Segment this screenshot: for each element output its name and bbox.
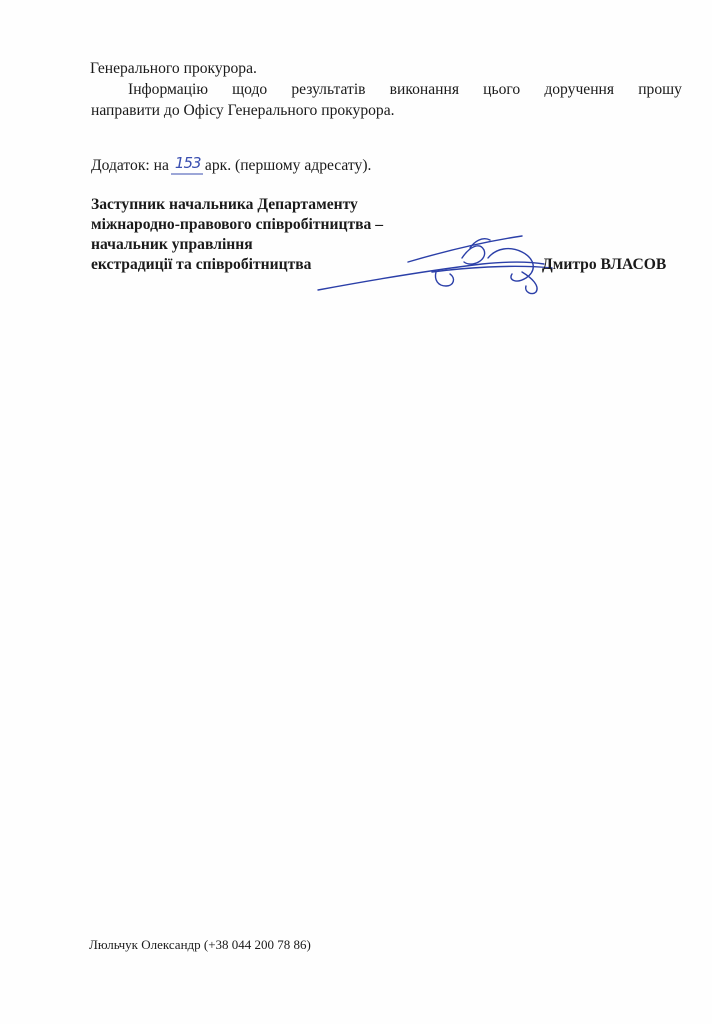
handwritten-signature xyxy=(312,228,572,303)
paragraph-information-line2: направити до Офісу Генерального прокурора. xyxy=(91,102,395,119)
word: результатів xyxy=(291,81,366,98)
text-line-prosecutor: Генерального прокурора. xyxy=(90,60,257,77)
attachment-sheets-number: 153 xyxy=(174,154,201,172)
word: цього xyxy=(483,81,521,98)
attachment-sheet-count xyxy=(169,156,205,176)
attachment-prefix: Додаток: на xyxy=(91,157,169,174)
signatory-title-line3: начальник управління xyxy=(91,236,253,253)
word: доручення xyxy=(544,81,615,98)
signatory-title-line1: Заступник начальника Департаменту xyxy=(91,196,358,213)
signatory-name: Дмитро ВЛАСОВ xyxy=(542,256,667,273)
signatory-title-line2: міжнародно-правового співробітництва – xyxy=(91,216,384,233)
attachment-line xyxy=(91,156,371,176)
executor-contact: Люльчук Олександр (+38 044 200 78 86) xyxy=(89,937,311,952)
signatory-title-line4: екстрадиції та співробітництва xyxy=(91,256,312,273)
paragraph-information-line1 xyxy=(92,80,682,100)
word: прошу xyxy=(638,81,682,98)
word: виконання xyxy=(389,81,460,98)
attachment-suffix: арк. (першому адресату). xyxy=(204,157,372,174)
word: щодо xyxy=(232,81,268,98)
word: Інформацію xyxy=(128,81,209,98)
